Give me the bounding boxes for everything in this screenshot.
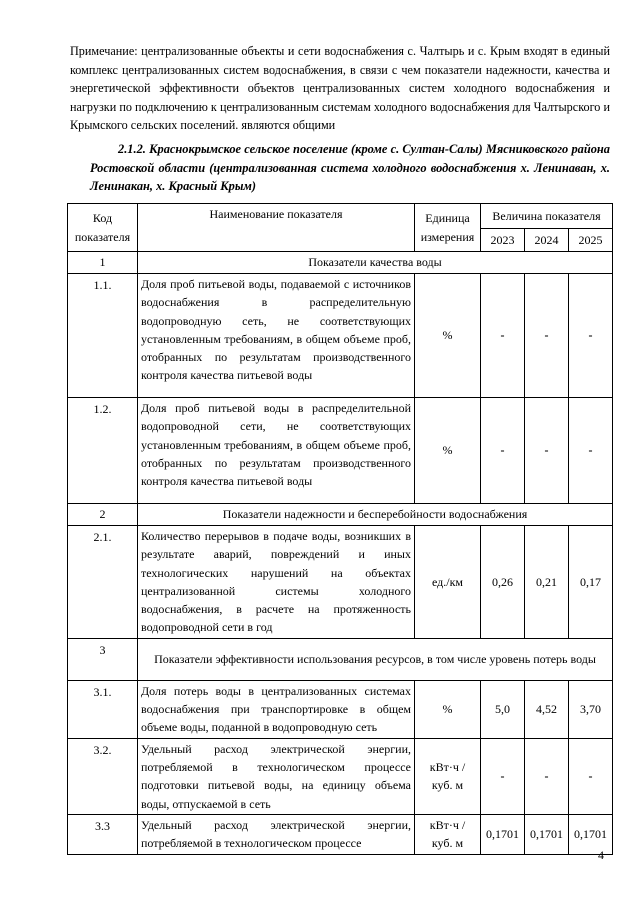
- row-name: Удельный расход электрической энергии, потребляемой в технологическом процессе подготовки питьевой воды, на единицу объема воды, отпускаемой в сеть: [138, 738, 415, 814]
- row-value-2024: 0,1701: [525, 814, 569, 854]
- row-value-2025: 3,70: [569, 680, 613, 738]
- page-number: 4: [598, 848, 604, 862]
- row-code: 1.1.: [68, 274, 138, 398]
- row-value-2023: -: [481, 274, 525, 398]
- row-value-2023: -: [481, 398, 525, 504]
- row-value-2025: 0,17: [569, 526, 613, 639]
- row-name: Доля потерь воды в централизованных системах водоснабжения при транспортировке в общем объеме воды, поданной в водопроводную сеть: [138, 680, 415, 738]
- row-name: Доля проб питьевой воды в распределительной водопроводной сети, не соответствующих установленным требованиям, в общем объеме проб, отобранных по результатам производственного контроля качества питьевой воды: [138, 398, 415, 504]
- row-value-2023: 0,26: [481, 526, 525, 639]
- row-code: 1.2.: [68, 398, 138, 504]
- row-name: Доля проб питьевой воды, подаваемой с источников водоснабжения в распределительную водопроводную сеть, не соответствующих установленным требованиям, в общем объеме проб, отобранных по результатам производственного контроля качества питьевой воды: [138, 274, 415, 398]
- row-value-2025: -: [569, 398, 613, 504]
- row-unit: кВт·ч / куб. м: [415, 814, 481, 854]
- section-number: 2: [68, 504, 138, 526]
- table-row: [68, 680, 613, 738]
- row-code: 3.1.: [68, 680, 138, 738]
- row-value-2025: -: [569, 738, 613, 814]
- section-title: Показатели надежности и бесперебойности водоснабжения: [138, 504, 613, 526]
- row-value-2024: -: [525, 738, 569, 814]
- row-unit: кВт·ч / куб. м: [415, 738, 481, 814]
- row-value-2023: 0,1701: [481, 814, 525, 854]
- table-row: [68, 814, 613, 854]
- section-title: Показатели эффективности использования ресурсов, в том числе уровень потерь воды: [138, 638, 613, 680]
- row-unit: %: [415, 398, 481, 504]
- row-value-2023: 5,0: [481, 680, 525, 738]
- table-row: [68, 398, 613, 504]
- section-row: [68, 252, 613, 274]
- row-code: 3.2.: [68, 738, 138, 814]
- row-code: 2.1.: [68, 526, 138, 639]
- header-year: 2023: [481, 229, 525, 252]
- table-row: [68, 274, 613, 398]
- row-unit: ед./км: [415, 526, 481, 639]
- section-number: 3: [68, 638, 138, 680]
- row-value-2024: 0,21: [525, 526, 569, 639]
- row-unit: %: [415, 274, 481, 398]
- section-row: [68, 504, 613, 526]
- table-row: [68, 738, 613, 814]
- row-code: 3.3: [68, 814, 138, 854]
- row-value-2024: -: [525, 274, 569, 398]
- header-year: 2024: [525, 229, 569, 252]
- row-value-2024: -: [525, 398, 569, 504]
- header-year: 2025: [569, 229, 613, 252]
- header-name: Наименование показателя: [138, 204, 415, 252]
- indicators-table: [67, 203, 613, 855]
- section-heading: 2.1.2. Краснокрымское сельское поселение (кроме с. Султан-Салы) Мясниковского района Ростовской области (централизованная система холодного водоснабжения х. Ленинаван, х. Ленинакан, х. Красный Крым): [90, 142, 610, 193]
- row-name: Удельный расход электрической энергии, потребляемой в технологическом процессе: [138, 814, 415, 854]
- section-title: Показатели качества воды: [138, 252, 613, 274]
- section-row: [68, 638, 613, 680]
- table-row: [68, 526, 613, 639]
- row-value-2025: 0,1701: [569, 814, 613, 854]
- row-unit: %: [415, 680, 481, 738]
- header-unit: Единица измерения: [415, 204, 481, 252]
- header-value: Величина показателя: [481, 204, 613, 229]
- row-value-2024: 4,52: [525, 680, 569, 738]
- header-code: Код показателя: [68, 204, 138, 252]
- section-number: 1: [68, 252, 138, 274]
- row-name: Количество перерывов в подаче воды, возникших в результате аварий, повреждений и иных технологических нарушений на объектах централизованной системы холодного водоснабжения, в расчете на протяженность водопроводной сети в год: [138, 526, 415, 639]
- row-value-2023: -: [481, 738, 525, 814]
- row-value-2025: -: [569, 274, 613, 398]
- note-paragraph: Примечание: централизованные объекты и сети водоснабжения с. Чалтырь и с. Крым входят в единый комплекс централизованных систем водоснабжения, в связи с чем показатели надежности, качества и энергетической эффективности объектов централизованных систем холодного водоснабжения и нагрузки по подключению к централизованным системам холодного водоснабжения для Чалтырского и Крымского сельских поселений. являются общими: [70, 44, 610, 132]
